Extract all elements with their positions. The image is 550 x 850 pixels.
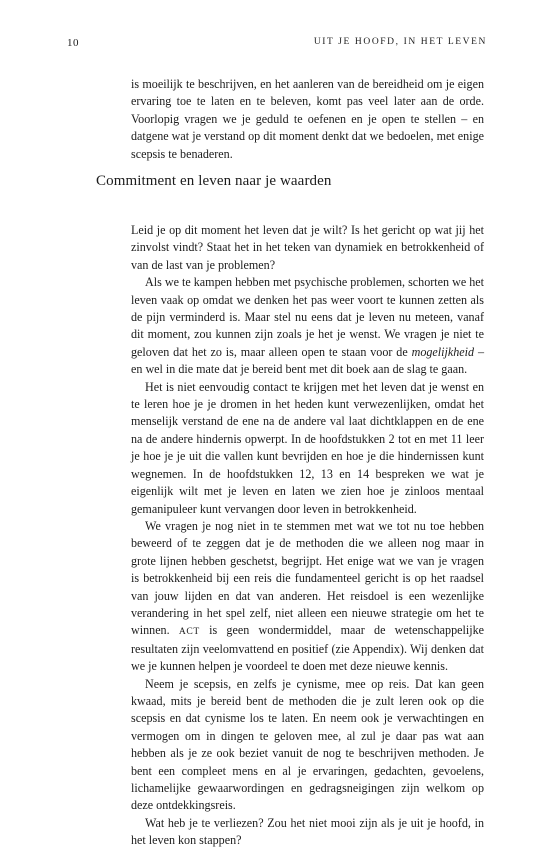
paragraph-4-part-2: is geen wondermiddel, maar de wetenschappelijke resultaten zijn veelomvattend en positief (zie Appendix). Wij denken dat we je kunnen helpen je voordeel te doen met deze nieuwe kennis.: [131, 623, 484, 674]
section-body: [131, 222, 484, 850]
paragraph-3: Het is niet eenvoudig contact te krijgen met het leven dat je wenst en te leren hoe je je dromen in het heden kunt verwezenlijken, omdat het menselijk verstand de ene na de andere val laat dichtklappen en de ene na de andere hindernis opwerpt. In de hoofdstukken 2 tot en met 11 leer je hoe je je uit die vallen kunt bevrijden en hoe je die hindernissen kunt wegnemen. In de hoofdstukken 12, 13 en 14 bespreken we wat je eigenlijk wilt met je leven en laten we zien hoe je zinloos mentaal gemanipuleer kunt vervangen door leven in betrokkenheid.: [131, 379, 484, 516]
paragraph-2-part-1: Als we te kampen hebben met psychische problemen, schorten we het leven vaak op omdat we denken het pas weer voort te kunnen zetten als de pijn verminderd is. Maar stel nu eens dat je leven nu meteen, vanaf dit moment, zou kunnen zijn zoals je het je wenst. We vragen je niet te geloven dat het zo is, maar alleen open te staan voor de: [131, 275, 484, 359]
intro-text: [131, 76, 484, 163]
paragraph-1: Leid je op dit moment het leven dat je wilt? Is het gericht op wat jij het zinvolst vindt? Staat het in het teken van dynamiek en betrokkenheid of van de last van je problemen?: [131, 223, 484, 272]
acronym-act: ACT: [178, 626, 200, 638]
paragraph-4: [131, 518, 484, 676]
page-number: 10: [67, 37, 79, 49]
paragraph-4-part-1: We vragen je nog niet in te stemmen met wat we tot nu toe hebben beweerd of te zeggen dat je de methoden die we alleen nog maar in grote lijnen hebben geschetst, begrijpt. Het enige wat we van je vragen is betrokkenheid bij een reis die fundamenteel gericht is op het raadsel van jouw lijden en dat van anderen. Het reisdoel is een wezenlijke verandering in het spel zelf, niet alleen een nieuwe strategie om het te winnen.: [131, 518, 484, 638]
paragraph-6: Wat heb je te verliezen? Zou het niet mooi zijn als je uit je hoofd, in het leven kon stappen?: [131, 815, 484, 848]
intro-paragraph: is moeilijk te beschrijven, en het aanleren van de bereidheid om je eigen ervaring toe te laten en te beleven, komt pas veel later aan de orde. Voorlopig vragen we je geduld te oefenen en je open te stellen – en datgene wat je verstand op dit moment denkt dat we bedoelen, met enige scepsis te benaderen.: [131, 77, 484, 161]
paragraph-5: Neem je scepsis, en zelfs je cynisme, mee op reis. Dat kan geen kwaad, mits je bereid bent de methoden die je zult leren ook op die scepsis en dat cynisme los te laten. En neem ook je verwachtingen en vermogen om in dingen te geloven mee, al zul je daar pas wat aan hebben als je ze ook beziet vanuit de nog te beschrijven methoden. Je bent een compleet mens en al je ervaringen, gedachten, gevoelens, lichamelijke gewaarwordingen en gedragsneigingen zijn welkom op deze ontdekkingsreis.: [131, 676, 484, 813]
section-heading: Commitment en leven naar je waarden: [96, 173, 332, 189]
paragraph-2-part-2: – en wel in die mate dat je bereid bent met dit boek aan de slag te gaan.: [131, 344, 485, 377]
running-head: UIT JE HOOFD, IN HET LEVEN: [313, 37, 487, 47]
paragraph-2: [131, 274, 484, 378]
emphasis-mogelijkheid: mogelijkheid: [411, 344, 475, 359]
